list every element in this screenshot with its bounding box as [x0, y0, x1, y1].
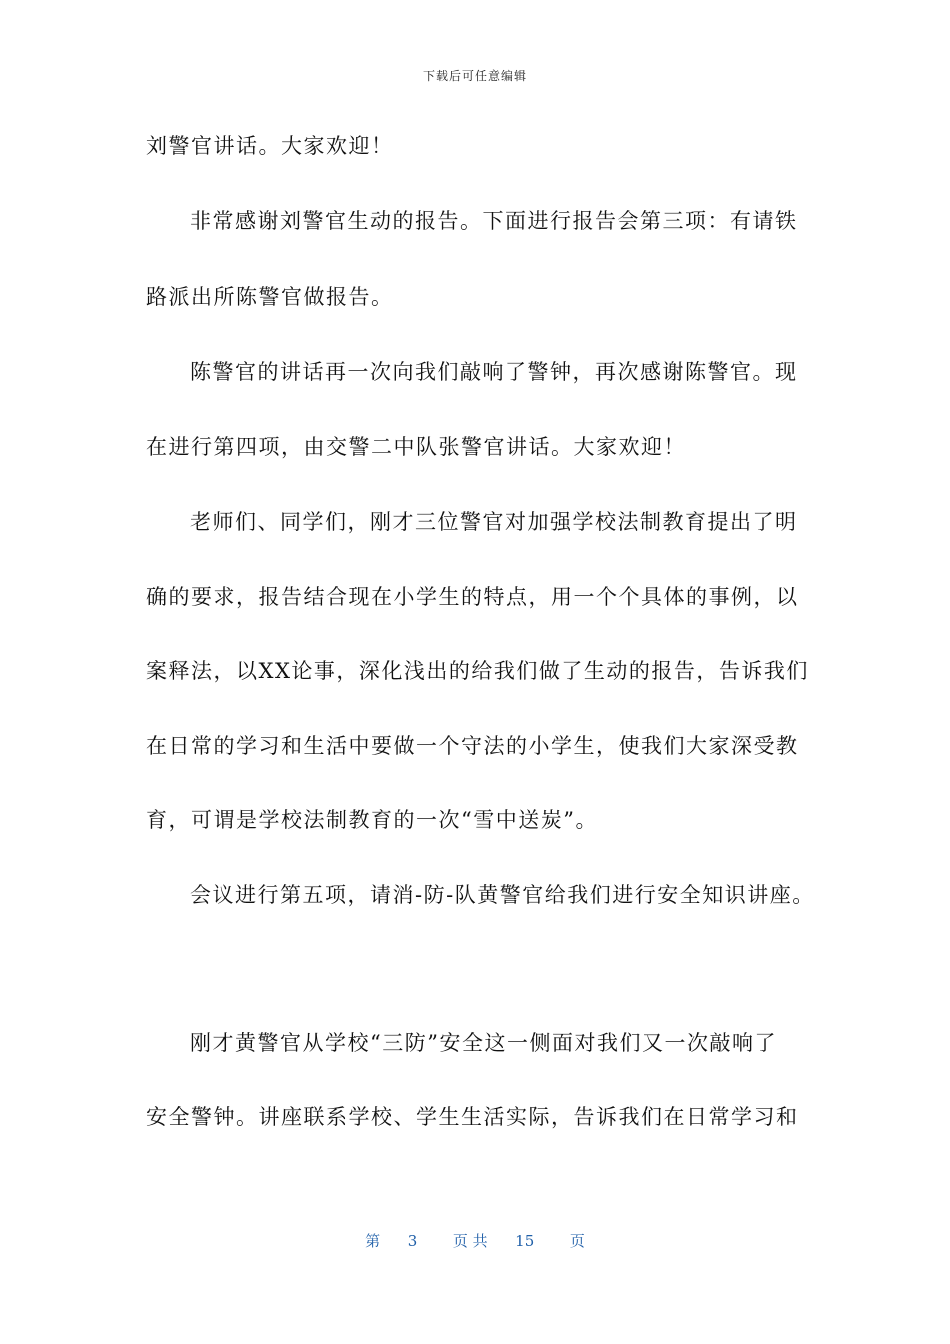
paragraph-first-line: 非常感谢刘警官生动的报告。下面进行报告会第三项：有请铁	[190, 209, 798, 233]
text-line: 确的要求，报告结合现在小学生的特点，用一个个具体的事例，以	[146, 585, 799, 609]
text-line: 在日常的学习和生活中要做一个守法的小学生，使我们大家深受教	[146, 734, 799, 758]
paragraph-first-line: 会议进行第五项，请消-防-队黄警官给我们进行安全知识讲座。	[190, 883, 815, 907]
header-note: 下载后可任意编辑	[422, 69, 527, 83]
current-page-number: 3	[407, 1232, 418, 1250]
total-pages-number: 15	[515, 1232, 535, 1250]
footer-label-page: 第	[365, 1232, 381, 1250]
text-line: 刘警官讲话。大家欢迎！	[146, 134, 394, 158]
text-line: 在进行第四项，由交警二中队张警官讲话。大家欢迎！	[146, 435, 686, 459]
page-footer	[0, 1230, 950, 1251]
footer-label-total: 页 共	[452, 1232, 488, 1250]
paragraph-first-line: 老师们、同学们，刚才三位警官对加强学校法制教育提出了明	[190, 510, 798, 534]
text-line: 育，可谓是学校法制教育的一次“雪中送炭”。	[146, 808, 598, 832]
footer-label-end: 页	[569, 1232, 585, 1250]
text-line: 安全警钟。讲座联系学校、学生生活实际，告诉我们在日常学习和	[146, 1105, 799, 1129]
paragraph-first-line: 刚才黄警官从学校“三防”安全这一侧面对我们又一次敲响了	[190, 1031, 777, 1055]
paragraph-first-line: 陈警官的讲话再一次向我们敲响了警钟，再次感谢陈警官。现	[190, 360, 798, 384]
text-line: 路派出所陈警官做报告。	[146, 285, 394, 309]
text-line: 案释法，以XX论事，深化浅出的给我们做了生动的报告，告诉我们	[146, 659, 809, 683]
